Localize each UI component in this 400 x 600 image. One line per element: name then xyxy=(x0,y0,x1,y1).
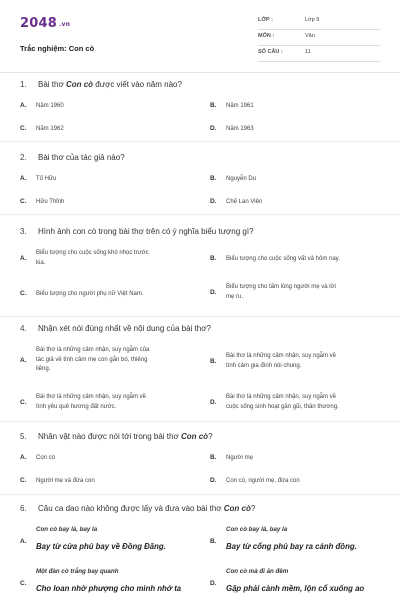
question-text: Bài thơ của tác giả nào? xyxy=(38,153,125,162)
option-b[interactable]: B. Con cò bay lả, bay la Bay từ cổng phủ bay ra cánh đồng. xyxy=(210,526,357,551)
question-5: 5. Nhân vật nào được nói tới trong bài thơ Con cò? A. Con cò B. Người mẹ C. Người mẹ và đứa con D. Con cò, người mẹ, đứa con xyxy=(20,432,300,484)
question-1: 1. Bài thơ Con cò được viết vào năm nào? A. Năm 1960 B. Năm 1961 C. Năm 1962 D. Năm 1963 xyxy=(20,80,254,132)
question-4: 4. Nhận xét nói đúng nhất về nội dung của bài thơ? A. Bài thơ là những cảm nhận, suy ngẫm của tác giả về tình cảm mẹ con gắn bó, thiêng liêng. B. Bài thơ là những cảm nhận, suy ngẫm về tình cảm gia đình nói chung. C. Bài thơ là những cảm nhận, suy ngẫm về tình yêu quê hương đất nước. D. Bài thơ là những cảm nhận, suy ngẫm về cuộc sống sinh hoạt gần gũi, thân thương. xyxy=(20,324,339,410)
question-separator xyxy=(0,316,400,317)
question-text: Nhận xét nói đúng nhất về nội dung của bài thơ? xyxy=(38,324,211,333)
question-2: 2. Bài thơ của tác giả nào? A. Tố Hữu B. Nguyễn Du C. Hữu Thỉnh D. Chế Lan Viên xyxy=(20,153,263,205)
question-6: 6. Câu ca dao nào không được lấy và đưa vào bài thơ Con cò? A. Con cò bay lả, bay la Bay từ cửa phủ bay về Đồng Đăng. B. Con cò bay lả, bay la Bay từ cổng phủ bay ra cánh đồng. C. Một đàn cò trắng bay quanh Cho loan nhờ phượng cho mình nhớ ta D. Con cò mà đi ăn đêm Gặp phải cành mềm, lộn cổ xuống ao xyxy=(20,504,382,516)
question-text: Bài thơ Con cò được viết vào năm nào? xyxy=(38,80,182,89)
worksheet-header xyxy=(20,14,380,66)
meta-row-class: LỚP : Lớp 9 xyxy=(258,14,380,30)
question-separator xyxy=(0,421,400,422)
site-logo[interactable]: 2048 .vn xyxy=(20,16,71,31)
question-3: 3. Hình ảnh con cò trong bài thơ trên có ý nghĩa biểu tượng gì? A. Biểu tượng cho cuộc sống khó nhọc trước kia. B. Biểu tượng cho cuộc sống vất vả hôm nay. C. Biểu tượng cho người phụ nữ Việt Nam. D. Biểu tượng cho tấm lòng người mẹ và lời mẹ ru. xyxy=(20,227,340,300)
question-text: Nhân vật nào được nói tới trong bài thơ Con cò? xyxy=(38,432,213,441)
question-text: Câu ca dao nào không được lấy và đưa vào bài thơ Con cò? xyxy=(38,504,256,513)
meta-row-subject: MÔN : Văn xyxy=(258,30,380,46)
meta-row-count: SỐ CÂU : 11 xyxy=(258,46,380,62)
option-c[interactable]: C. Một đàn cò trắng bay quanh Cho loan nhờ phượng cho mình nhớ ta xyxy=(20,568,182,593)
question-separator xyxy=(0,141,400,142)
header-divider xyxy=(0,72,400,73)
quiz-title: Trắc nghiệm: Con cò xyxy=(20,44,95,53)
meta-table xyxy=(258,14,380,62)
option-a[interactable]: A. Con cò bay lả, bay la Bay từ cửa phủ bay về Đồng Đăng. xyxy=(20,526,166,551)
question-text: Hình ảnh con cò trong bài thơ trên có ý nghĩa biểu tượng gì? xyxy=(38,227,254,236)
question-separator xyxy=(0,494,400,495)
question-separator xyxy=(0,214,400,215)
option-d[interactable]: D. Con cò mà đi ăn đêm Gặp phải cành mềm, lộn cổ xuống ao xyxy=(210,568,365,593)
